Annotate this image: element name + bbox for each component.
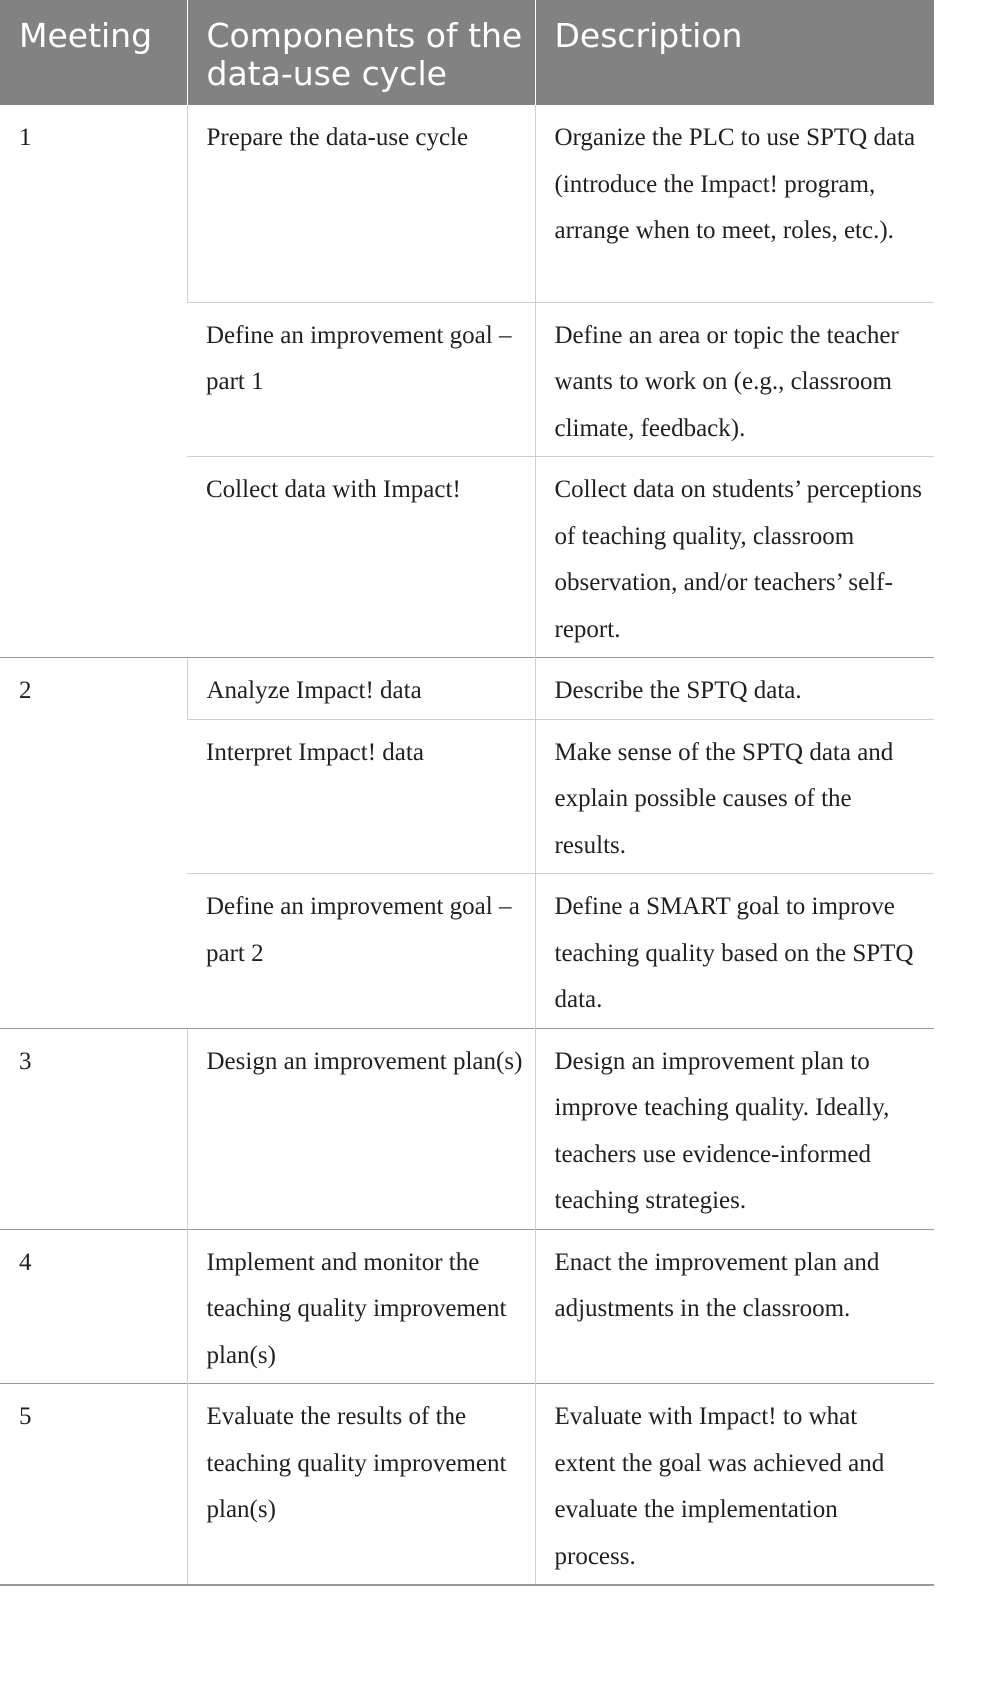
- table-row: [0, 658, 934, 720]
- component-cell: Prepare the data-use cycle: [187, 105, 535, 302]
- description-cell: Evaluate with Impact! to what extent the goal was achieved and evaluate the implementation process.: [535, 1384, 934, 1586]
- meeting-number: 3: [0, 1028, 187, 1229]
- description-cell: Collect data on students’ perceptions of teaching quality, classroom observation, and/or teachers’ self-report.: [535, 457, 934, 658]
- component-cell: Collect data with Impact!: [187, 457, 535, 658]
- table-row: [0, 1229, 934, 1384]
- table-row: [0, 105, 934, 302]
- table-row: [0, 1028, 934, 1229]
- header-components: Components of the data-use cycle: [187, 0, 535, 105]
- component-cell: Evaluate the results of the teaching quality improvement plan(s): [187, 1384, 535, 1586]
- table-header-row: [0, 0, 934, 105]
- component-cell: Implement and monitor the teaching quality improvement plan(s): [187, 1229, 535, 1384]
- table-row: [0, 1384, 934, 1586]
- description-cell: Define a SMART goal to improve teaching quality based on the SPTQ data.: [535, 874, 934, 1029]
- component-cell: Analyze Impact! data: [187, 658, 535, 720]
- description-cell: Organize the PLC to use SPTQ data (introduce the Impact! program, arrange when to meet, roles, etc.).: [535, 105, 934, 302]
- meeting-number: 4: [0, 1229, 187, 1384]
- component-cell: Define an improvement goal – part 1: [187, 302, 535, 457]
- component-cell: Define an improvement goal – part 2: [187, 874, 535, 1029]
- description-cell: Define an area or topic the teacher wants to work on (e.g., classroom climate, feedback).: [535, 302, 934, 457]
- meeting-number: 1: [19, 124, 32, 151]
- header-description: Description: [535, 0, 934, 105]
- component-cell: Design an improvement plan(s): [187, 1028, 535, 1229]
- description-cell: Make sense of the SPTQ data and explain possible causes of the results.: [535, 719, 934, 874]
- description-cell: Describe the SPTQ data.: [535, 658, 934, 720]
- meeting-number: 5: [0, 1384, 187, 1586]
- description-cell: Enact the improvement plan and adjustments in the classroom.: [535, 1229, 934, 1384]
- meeting-number: 2: [0, 658, 187, 1029]
- description-cell: Design an improvement plan to improve teaching quality. Ideally, teachers use evidence-informed teaching strategies.: [535, 1028, 934, 1229]
- component-cell: Interpret Impact! data: [187, 719, 535, 874]
- header-meeting: Meeting: [0, 0, 187, 105]
